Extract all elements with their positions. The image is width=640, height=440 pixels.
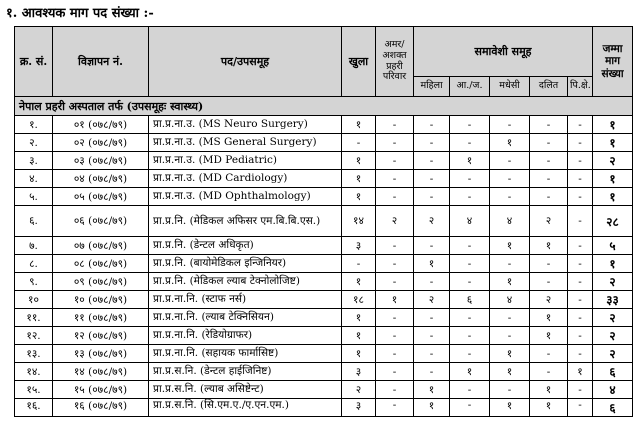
cell-ad-no: १५ (०७८/७९) — [53, 381, 149, 399]
cell-dalit: २ — [530, 206, 568, 237]
cell-janajati: - — [450, 188, 490, 206]
table-row — [15, 309, 633, 327]
cell-backward: - — [568, 309, 593, 327]
cell-ad-no: ०४ (०७८/७९) — [53, 170, 149, 188]
cell-women: - — [414, 188, 450, 206]
cell-backward: - — [568, 152, 593, 170]
cell-janajati: - — [450, 399, 490, 417]
cell-women: १ — [414, 399, 450, 417]
table-row — [15, 273, 633, 291]
cell-open: १४ — [342, 206, 376, 237]
cell-sn: १५. — [15, 381, 53, 399]
cell-backward: - — [568, 273, 593, 291]
cell-dalit: १ — [530, 399, 568, 417]
cell-open: ३ — [342, 363, 376, 381]
cell-total: २ — [593, 152, 633, 170]
cell-total: १ — [593, 188, 633, 206]
cell-disabled: - — [376, 152, 414, 170]
cell-dalit: - — [530, 134, 568, 152]
cell-backward: १ — [568, 363, 593, 381]
cell-disabled: - — [376, 237, 414, 255]
cell-total: ६ — [593, 399, 633, 417]
cell-madhesi: - — [490, 116, 530, 134]
cell-janajati: - — [450, 381, 490, 399]
header-sn: क्र. सं. — [15, 27, 53, 97]
cell-women: - — [414, 273, 450, 291]
cell-total: २ — [593, 327, 633, 345]
cell-women: - — [414, 170, 450, 188]
cell-dalit: १ — [530, 381, 568, 399]
cell-post: प्रा.प्र.ना.उ. (MS Neuro Surgery) — [149, 116, 342, 134]
cell-women: १ — [414, 255, 450, 273]
table-row — [15, 399, 633, 417]
cell-sn: १. — [15, 116, 53, 134]
cell-post: प्रा.प्र.नि. (डेन्टल अधिकृत) — [149, 237, 342, 255]
cell-women: - — [414, 363, 450, 381]
cell-post: प्रा.प्र.स.नि. (सि.एम.ए./ए.एन.एम.) — [149, 399, 342, 417]
cell-ad-no: ०२ (०७८/७९) — [53, 134, 149, 152]
cell-open: - — [342, 255, 376, 273]
cell-madhesi: - — [490, 309, 530, 327]
cell-madhesi: १ — [490, 273, 530, 291]
cell-sn: ७. — [15, 237, 53, 255]
cell-disabled: - — [376, 345, 414, 363]
cell-sn: १२. — [15, 327, 53, 345]
cell-disabled: - — [376, 273, 414, 291]
cell-sn: १० — [15, 291, 53, 309]
table-row — [15, 237, 633, 255]
table-row — [15, 327, 633, 345]
header-dalit: दलित — [530, 77, 568, 97]
table-row — [15, 255, 633, 273]
cell-open: १ — [342, 273, 376, 291]
cell-madhesi: - — [490, 188, 530, 206]
cell-post: प्रा.प्र.ना.उ. (MS General Surgery) — [149, 134, 342, 152]
cell-backward: - — [568, 255, 593, 273]
cell-total: २ — [593, 345, 633, 363]
cell-women: २ — [414, 291, 450, 309]
demand-table — [14, 26, 633, 417]
cell-ad-no: ०३ (०७८/७९) — [53, 152, 149, 170]
table-row — [15, 381, 633, 399]
cell-ad-no: १४ (०७८/७९) — [53, 363, 149, 381]
cell-sn: १६. — [15, 399, 53, 417]
cell-disabled: - — [376, 363, 414, 381]
cell-ad-no: १२ (०७८/७९) — [53, 327, 149, 345]
cell-disabled: - — [376, 255, 414, 273]
cell-madhesi: - — [490, 381, 530, 399]
cell-disabled: १ — [376, 291, 414, 309]
header-janajati: आ./ज. — [450, 77, 490, 97]
cell-women: - — [414, 345, 450, 363]
table-row — [15, 170, 633, 188]
cell-disabled: - — [376, 381, 414, 399]
cell-janajati: ४ — [450, 206, 490, 237]
cell-sn: ३. — [15, 152, 53, 170]
cell-post: प्रा.प्र.स.नि. (ल्याब असिष्टेन्ट) — [149, 381, 342, 399]
table-row — [15, 291, 633, 309]
cell-backward: - — [568, 206, 593, 237]
cell-dalit: - — [530, 116, 568, 134]
cell-open: १ — [342, 152, 376, 170]
cell-janajati: - — [450, 273, 490, 291]
header-backward-region: पि.क्षे. — [568, 77, 593, 97]
cell-post: प्रा.प्र.ना.नि. (स्टाफ नर्स) — [149, 291, 342, 309]
cell-post: प्रा.प्र.नि. (मेडिकल अफिसर एम.बि.बि.एस.) — [149, 206, 342, 237]
cell-total: २ — [593, 273, 633, 291]
cell-sn: ५. — [15, 188, 53, 206]
cell-madhesi: ४ — [490, 291, 530, 309]
cell-madhesi: - — [490, 255, 530, 273]
cell-sn: १३. — [15, 345, 53, 363]
cell-ad-no: ०७ (०७८/७९) — [53, 237, 149, 255]
cell-total: १ — [593, 170, 633, 188]
cell-open: २ — [342, 381, 376, 399]
cell-madhesi: १ — [490, 237, 530, 255]
cell-total: ६ — [593, 363, 633, 381]
cell-disabled: - — [376, 327, 414, 345]
cell-dalit: - — [530, 363, 568, 381]
cell-janajati: - — [450, 327, 490, 345]
header-madhesi: मधेसी — [490, 77, 530, 97]
cell-total: ३३ — [593, 291, 633, 309]
cell-ad-no: १३ (०७८/७९) — [53, 345, 149, 363]
cell-dalit: - — [530, 255, 568, 273]
cell-women: - — [414, 237, 450, 255]
cell-ad-no: ११ (०७८/७९) — [53, 309, 149, 327]
header-ad-no: विज्ञापन नं. — [53, 27, 149, 97]
cell-janajati: - — [450, 134, 490, 152]
cell-dalit: - — [530, 345, 568, 363]
cell-backward: - — [568, 327, 593, 345]
cell-janajati: १ — [450, 363, 490, 381]
cell-total: ५ — [593, 237, 633, 255]
cell-women: १ — [414, 381, 450, 399]
cell-backward: - — [568, 116, 593, 134]
table-row — [15, 206, 633, 237]
table-row — [15, 152, 633, 170]
cell-post: प्रा.प्र.नि. (मेडिकल ल्याब टेक्नोलोजिष्ट) — [149, 273, 342, 291]
header-inclusive-group: समावेशी समूह — [414, 27, 593, 77]
cell-total: १ — [593, 116, 633, 134]
cell-open: १ — [342, 170, 376, 188]
cell-post: प्रा.प्र.ना.नि. (रेडियोग्राफर) — [149, 327, 342, 345]
cell-open: १ — [342, 327, 376, 345]
cell-open: १ — [342, 116, 376, 134]
cell-ad-no: ०६ (०७८/७९) — [53, 206, 149, 237]
cell-women: - — [414, 116, 450, 134]
cell-total: ४ — [593, 381, 633, 399]
cell-post: प्रा.प्र.ना.नि. (ल्याब टेक्निसियन) — [149, 309, 342, 327]
cell-disabled: - — [376, 399, 414, 417]
cell-post: प्रा.प्र.ना.उ. (MD Cardiology) — [149, 170, 342, 188]
cell-disabled: - — [376, 309, 414, 327]
cell-post: प्रा.प्र.ना.नि. (सहायक फार्मासिष्ट) — [149, 345, 342, 363]
cell-total: १ — [593, 255, 633, 273]
cell-women: २ — [414, 206, 450, 237]
cell-total: २ — [593, 309, 633, 327]
cell-total: १ — [593, 134, 633, 152]
cell-janajati: १ — [450, 152, 490, 170]
cell-backward: - — [568, 188, 593, 206]
cell-total: २८ — [593, 206, 633, 237]
cell-disabled: - — [376, 188, 414, 206]
cell-backward: - — [568, 381, 593, 399]
cell-disabled: - — [376, 170, 414, 188]
cell-open: १ — [342, 188, 376, 206]
table-row — [15, 363, 633, 381]
cell-dalit: १ — [530, 309, 568, 327]
table-row — [15, 134, 633, 152]
cell-madhesi: १ — [490, 134, 530, 152]
cell-madhesi: - — [490, 152, 530, 170]
cell-dalit: - — [530, 152, 568, 170]
cell-backward: - — [568, 170, 593, 188]
cell-janajati: - — [450, 116, 490, 134]
cell-women: - — [414, 327, 450, 345]
cell-women: - — [414, 134, 450, 152]
cell-sn: ९. — [15, 273, 53, 291]
table-row — [15, 345, 633, 363]
cell-madhesi: १ — [490, 399, 530, 417]
cell-open: १८ — [342, 291, 376, 309]
cell-ad-no: १६ (०७८/७९) — [53, 399, 149, 417]
cell-post: प्रा.प्र.ना.उ. (MD Ophthalmology) — [149, 188, 342, 206]
cell-ad-no: ०८ (०७८/७९) — [53, 255, 149, 273]
cell-dalit: - — [530, 188, 568, 206]
cell-janajati: - — [450, 170, 490, 188]
header-disabled-police-family: अमर/ अशक्त प्रहरी परिवार — [376, 27, 414, 97]
table-row — [15, 188, 633, 206]
cell-sn: ४. — [15, 170, 53, 188]
cell-sn: १४. — [15, 363, 53, 381]
cell-dalit: २ — [530, 291, 568, 309]
cell-backward: - — [568, 237, 593, 255]
cell-ad-no: ०९ (०७८/७९) — [53, 273, 149, 291]
cell-ad-no: ०१ (०७८/७९) — [53, 116, 149, 134]
page-heading: १. आवश्यक माग पद संख्या :- — [6, 6, 154, 21]
cell-open: १ — [342, 309, 376, 327]
cell-madhesi: १ — [490, 345, 530, 363]
cell-post: प्रा.प्र.नि. (बायोमेडिकल इन्जिनियर) — [149, 255, 342, 273]
cell-sn: ६. — [15, 206, 53, 237]
cell-post: प्रा.प्र.स.नि. (डेन्टल हाईजिनिष्ट) — [149, 363, 342, 381]
cell-madhesi: ४ — [490, 206, 530, 237]
header-open: खुला — [342, 27, 376, 97]
cell-post: प्रा.प्र.ना.उ. (MD Pediatric) — [149, 152, 342, 170]
cell-open: १ — [342, 345, 376, 363]
cell-janajati: - — [450, 345, 490, 363]
header-post: पद/उपसमूह — [149, 27, 342, 97]
cell-women: - — [414, 152, 450, 170]
cell-ad-no: ०५ (०७८/७९) — [53, 188, 149, 206]
cell-open: - — [342, 134, 376, 152]
cell-disabled: - — [376, 116, 414, 134]
cell-janajati: - — [450, 255, 490, 273]
cell-dalit: १ — [530, 237, 568, 255]
cell-backward: - — [568, 399, 593, 417]
cell-dalit: १ — [530, 327, 568, 345]
cell-madhesi: - — [490, 170, 530, 188]
cell-disabled: - — [376, 134, 414, 152]
cell-janajati: - — [450, 309, 490, 327]
cell-madhesi: - — [490, 327, 530, 345]
header-women: महिला — [414, 77, 450, 97]
cell-open: ३ — [342, 399, 376, 417]
header-total: जम्मा माग संख्या — [593, 27, 633, 97]
cell-backward: - — [568, 134, 593, 152]
cell-disabled: २ — [376, 206, 414, 237]
cell-madhesi: १ — [490, 363, 530, 381]
cell-sn: ८. — [15, 255, 53, 273]
cell-dalit: - — [530, 170, 568, 188]
section-title: नेपाल प्रहरी अस्पताल तर्फ (उपसमूहः स्वास्थ्य) — [15, 97, 633, 116]
table-row — [15, 116, 633, 134]
cell-janajati: - — [450, 237, 490, 255]
cell-sn: २. — [15, 134, 53, 152]
cell-backward: - — [568, 345, 593, 363]
cell-women: - — [414, 309, 450, 327]
cell-open: ३ — [342, 237, 376, 255]
cell-sn: ११. — [15, 309, 53, 327]
cell-backward: - — [568, 291, 593, 309]
cell-dalit: - — [530, 273, 568, 291]
cell-janajati: ६ — [450, 291, 490, 309]
cell-ad-no: १० (०७८/७९) — [53, 291, 149, 309]
